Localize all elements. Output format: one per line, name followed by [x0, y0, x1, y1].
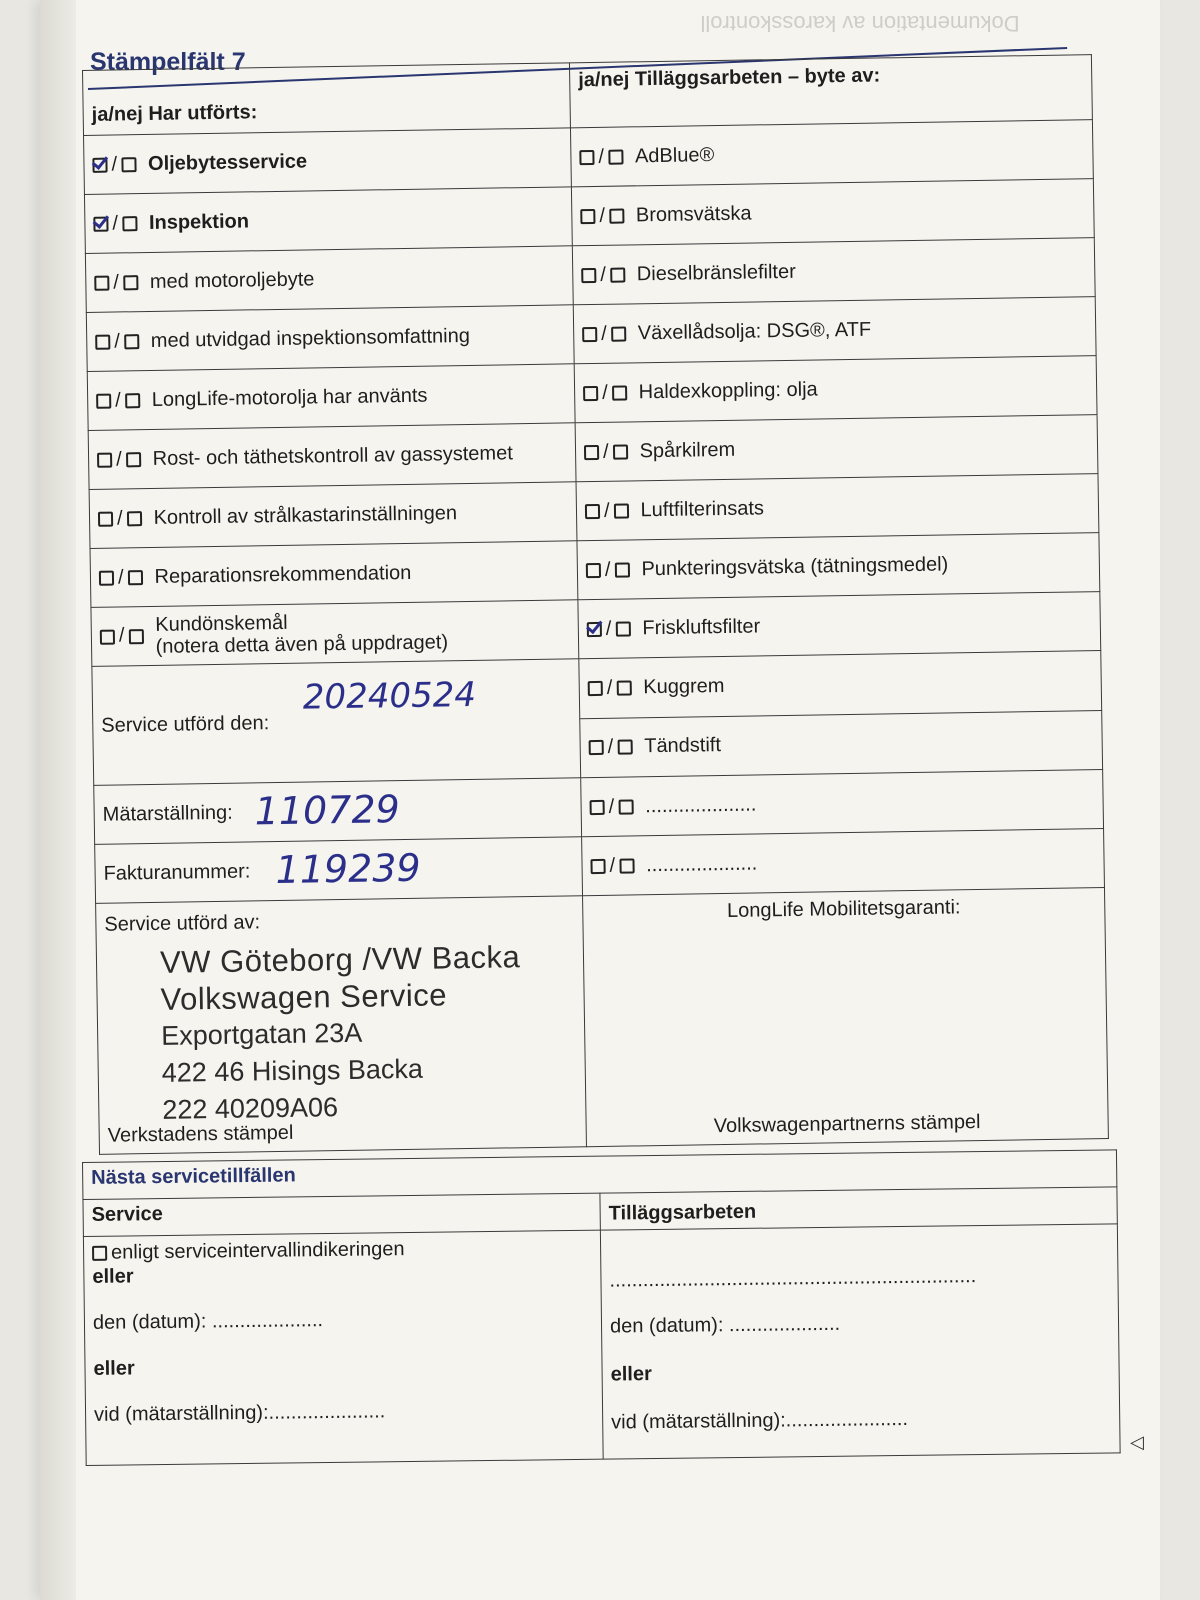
left-item-label: Inspektion	[148, 209, 250, 234]
right-item-cell	[576, 474, 1099, 541]
invoice-cell	[95, 837, 583, 904]
left-item-cell	[86, 305, 574, 372]
right-item-2-no-checkbox[interactable]	[610, 267, 625, 282]
partner-stamp-cell	[583, 888, 1109, 1147]
right-item-10-yes-checkbox[interactable]	[589, 740, 604, 755]
left-item-7-no-checkbox[interactable]	[127, 570, 142, 585]
right-item-label: Luftfilterinsats	[640, 496, 765, 521]
show-through-heading: Dokumentation av karosskontroll	[700, 11, 1020, 36]
right-item-cell	[581, 770, 1104, 837]
checkbox-separator: /	[117, 565, 124, 588]
invoice-value[interactable]: 119239	[275, 845, 421, 893]
left-item-4-no-checkbox[interactable]	[125, 393, 140, 408]
stamp-row	[96, 888, 1109, 1155]
next-service-table	[82, 1149, 1121, 1466]
next-service-title: Nästa servicetillfällen	[91, 1164, 296, 1189]
left-item-8-no-checkbox[interactable]	[128, 629, 143, 644]
left-item-6-yes-checkbox[interactable]	[98, 511, 113, 526]
service-header: Service	[91, 1203, 163, 1226]
right-item-10-no-checkbox[interactable]	[617, 740, 632, 755]
left-item-4-yes-checkbox[interactable]	[96, 393, 111, 408]
odometer-cell	[94, 778, 582, 845]
left-item-5-no-checkbox[interactable]	[126, 452, 141, 467]
right-item-label: Växellådsolja: DSG®, ATF	[637, 318, 872, 344]
left-item-cell	[85, 246, 573, 313]
odometer-label: Mätarställning:	[102, 801, 233, 826]
left-item-cell	[87, 364, 575, 431]
left-item-6-no-checkbox[interactable]	[126, 511, 141, 526]
left-item-label: Reparationsrekommendation	[154, 561, 412, 588]
left-item-3-no-checkbox[interactable]	[124, 334, 139, 349]
stamp-form	[82, 54, 1129, 1160]
right-item-label: Punkteringsvätska (tätningsmedel)	[641, 552, 949, 580]
right-header: ja/nej Tilläggsarbeten – byte av:	[578, 64, 881, 92]
right-item-0-yes-checkbox[interactable]	[579, 150, 594, 165]
checkbox-separator: /	[115, 388, 121, 412]
page-turn-arrow-icon: ◁	[1130, 1432, 1144, 1452]
right-item-cell	[579, 651, 1102, 719]
right-item-cell	[577, 533, 1100, 600]
right-item-5-no-checkbox[interactable]	[613, 444, 628, 459]
right-item-1-yes-checkbox[interactable]	[580, 209, 595, 224]
left-item-label-note: (notera detta även på uppdraget)	[155, 631, 449, 658]
left-item-label: Kundönskemål	[155, 611, 288, 636]
service-options	[83, 1230, 603, 1465]
right-item-8-no-checkbox[interactable]	[615, 621, 630, 636]
left-item-0-yes-checkbox[interactable]	[92, 157, 107, 172]
partner-stamp-label: Volkswagenpartnerns stämpel	[713, 1111, 981, 1138]
left-item-label: med utvidgad inspektionsomfattning	[150, 324, 471, 352]
extra-header: Tilläggsarbeten	[608, 1200, 757, 1225]
extra-or-label: eller	[610, 1363, 652, 1386]
right-item-4-no-checkbox[interactable]	[612, 385, 627, 400]
page-title: Stämpelfält 7	[90, 48, 246, 76]
right-item-label[interactable]: ....................	[645, 793, 757, 817]
left-item-label: Rost- och täthetskontroll av gassystemet	[152, 441, 513, 470]
right-item-label: Spårkilrem	[639, 438, 736, 462]
right-item-label: Bromsvätska	[635, 202, 752, 226]
left-item-0-no-checkbox[interactable]	[121, 157, 136, 172]
right-item-label[interactable]: ....................	[645, 851, 758, 876]
right-item-cell	[582, 829, 1105, 896]
right-item-9-no-checkbox[interactable]	[616, 680, 631, 695]
checkbox-separator: /	[112, 211, 119, 235]
right-item-6-yes-checkbox[interactable]	[585, 504, 600, 519]
right-item-0-no-checkbox[interactable]	[608, 149, 623, 164]
stamp-line: Volkswagen Service	[160, 977, 448, 1017]
left-item-label-wrap	[155, 609, 448, 658]
checkbox-separator: /	[113, 270, 120, 294]
left-item-1-yes-checkbox[interactable]	[93, 216, 108, 231]
workshop-stamp	[160, 937, 578, 1128]
right-item-2-yes-checkbox[interactable]	[581, 268, 596, 283]
interval-label: enligt serviceintervallindikeringen	[110, 1238, 405, 1264]
left-item-label: Kontroll av strålkastarinställningen	[153, 501, 458, 529]
performed-by-label: Service utförd av:	[104, 911, 261, 936]
right-item-11-no-checkbox[interactable]	[618, 799, 633, 814]
checkbox-separator: /	[601, 322, 607, 345]
service-date-value[interactable]: 20240524	[302, 674, 477, 718]
checkbox-separator: /	[605, 617, 612, 640]
interval-checkbox[interactable]	[92, 1246, 107, 1261]
left-item-label: med motoroljebyte	[149, 267, 315, 293]
right-item-cell	[572, 238, 1095, 305]
right-item-11-yes-checkbox[interactable]	[590, 800, 605, 815]
right-item-cell	[573, 297, 1096, 364]
right-item-cell	[574, 356, 1097, 423]
extra-work-field[interactable]: ..................................................................	[609, 1265, 977, 1292]
right-item-8-yes-checkbox[interactable]	[587, 622, 602, 637]
extra-date-field[interactable]: den (datum): ....................	[609, 1312, 841, 1338]
next-service-section	[82, 1149, 1126, 1482]
right-header-cell	[569, 55, 1092, 128]
service-header-cell	[83, 1193, 600, 1236]
checkbox-separator: /	[607, 735, 614, 759]
checkbox-separator: /	[601, 381, 608, 404]
odometer-value[interactable]: 110729	[254, 787, 401, 834]
workshop-stamp-cell	[96, 896, 587, 1155]
right-item-cell	[578, 592, 1101, 659]
checkbox-separator: /	[608, 795, 615, 818]
left-item-3-yes-checkbox[interactable]	[95, 334, 110, 349]
left-item-8-yes-checkbox[interactable]	[100, 629, 115, 644]
right-item-cell	[580, 710, 1103, 778]
checkbox-separator: /	[604, 558, 611, 581]
checkbox-separator: /	[602, 440, 609, 463]
or-label-2: eller	[93, 1357, 135, 1380]
right-item-3-yes-checkbox[interactable]	[582, 327, 597, 342]
checkbox-separator: /	[111, 152, 118, 176]
extra-header-cell	[600, 1187, 1117, 1230]
stamp-line: Exportgatan 23A	[160, 1017, 363, 1051]
left-header-cell	[83, 63, 571, 136]
extra-odometer-field[interactable]: vid (mätarställning):......................	[611, 1407, 909, 1434]
checkbox-separator: /	[118, 624, 125, 647]
left-item-cell	[84, 128, 572, 195]
left-item-label: LongLife-motorolja har använts	[151, 384, 428, 411]
service-date-label: Service utförd den:	[101, 711, 270, 737]
left-item-cell	[84, 187, 572, 254]
checkbox-separator: /	[600, 263, 607, 286]
checkbox-separator: /	[115, 447, 122, 471]
next-odometer-field[interactable]: vid (mätarställning):.....................	[93, 1400, 386, 1426]
right-item-label: AdBlue®	[634, 143, 715, 167]
right-item-7-yes-checkbox[interactable]	[586, 563, 601, 578]
stamp-table	[82, 54, 1109, 1155]
left-item-2-yes-checkbox[interactable]	[94, 275, 109, 290]
checkbox-separator: /	[114, 329, 120, 353]
left-item-5-yes-checkbox[interactable]	[97, 452, 112, 467]
checkbox-separator: /	[116, 506, 123, 530]
workshop-stamp-label: Verkstadens stämpel	[107, 1121, 294, 1147]
left-item-2-no-checkbox[interactable]	[123, 275, 138, 290]
right-item-3-no-checkbox[interactable]	[611, 326, 626, 341]
page-edge	[40, 0, 76, 1600]
stamp-line: 422 46 Hisings Backa	[161, 1053, 424, 1088]
right-item-cell	[571, 179, 1094, 246]
right-item-5-yes-checkbox[interactable]	[584, 445, 599, 460]
right-item-cell	[575, 415, 1098, 482]
left-item-label: Oljebytesservice	[147, 149, 308, 175]
left-item-7-yes-checkbox[interactable]	[99, 570, 114, 585]
checkbox-separator: /	[606, 676, 613, 699]
invoice-label: Fakturanummer:	[103, 859, 251, 885]
checkbox-separator: /	[598, 145, 605, 168]
right-item-1-no-checkbox[interactable]	[609, 208, 624, 223]
left-header: ja/nej Har utförts:	[91, 101, 258, 126]
next-date-field[interactable]: den (datum): ....................	[92, 1309, 324, 1334]
right-item-9-yes-checkbox[interactable]	[588, 681, 603, 696]
checkbox-separator: /	[609, 854, 616, 877]
right-item-cell	[570, 120, 1093, 187]
right-item-7-no-checkbox[interactable]	[614, 562, 629, 577]
right-item-label: Tändstift	[644, 734, 722, 758]
left-item-cell	[88, 423, 576, 490]
stamp-line: 222 40209A06	[162, 1092, 339, 1125]
left-item-1-no-checkbox[interactable]	[122, 216, 137, 231]
stamp-line: VW Göteborg /VW Backa	[159, 939, 521, 980]
right-item-label: Dieselbränslefilter	[636, 260, 796, 285]
right-item-12-no-checkbox[interactable]	[619, 858, 634, 873]
service-date-cell	[92, 659, 581, 786]
longlife-label: LongLife Mobilitetsgaranti:	[726, 896, 961, 922]
right-item-label: Kuggrem	[643, 674, 725, 699]
left-item-cell	[90, 541, 578, 608]
left-item-cell	[89, 482, 577, 549]
checkbox-separator: /	[603, 499, 610, 522]
right-item-6-no-checkbox[interactable]	[613, 503, 628, 518]
right-item-label: Haldexkoppling: olja	[638, 377, 818, 403]
right-item-12-yes-checkbox[interactable]	[590, 859, 605, 874]
extra-options	[600, 1224, 1120, 1459]
or-label-1: eller	[92, 1265, 134, 1288]
checkbox-separator: /	[599, 204, 606, 227]
right-item-label: Friskluftsfilter	[642, 614, 761, 639]
right-item-4-yes-checkbox[interactable]	[583, 386, 598, 401]
left-item-cell	[91, 600, 579, 667]
